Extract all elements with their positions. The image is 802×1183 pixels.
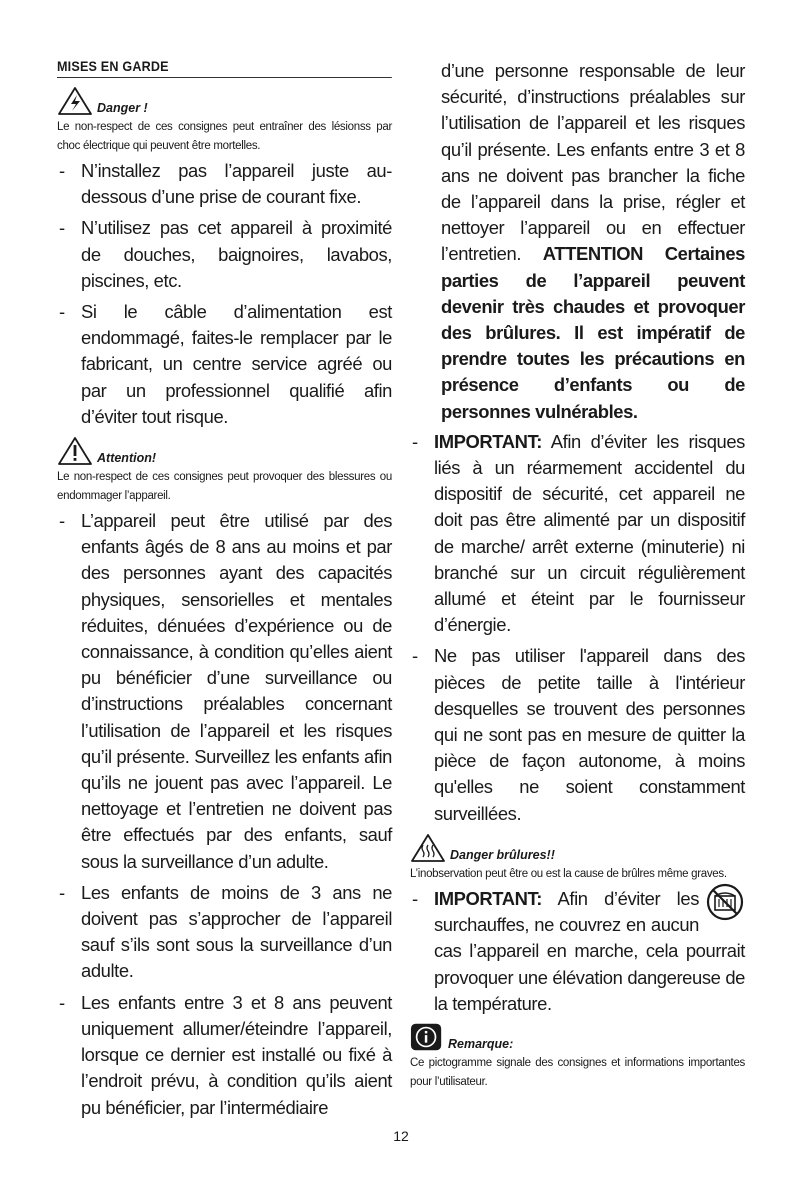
danger-label: Danger !: [97, 101, 148, 115]
attention-label: Attention!: [97, 451, 157, 466]
attention-list: [57, 508, 392, 1121]
burn-label: Danger brûlures!!: [450, 847, 555, 862]
left-column: [57, 52, 392, 1126]
danger-note: Le non-respect de ces consignes peut entraîner des lésionss par choc électrique qui peuvent être mortelles.: [57, 121, 392, 152]
section-title: MISES EN GARDE: [57, 58, 392, 78]
danger-list: [57, 158, 392, 430]
do-not-cover-icon: [705, 882, 745, 922]
right-column: [410, 58, 745, 1094]
page-number: 12: [393, 1128, 409, 1144]
list-item: [410, 886, 745, 1017]
list-item: - Ne pas utiliser l'appareil dans des pièces de petite taille à l'intérieur desquelles se trouvent des personnes qui ne sont pas en mesure de quitter la pièce de façon autonome, à moins qu'elles ne soient constamment surveillées.: [410, 643, 745, 826]
attention-header: [57, 436, 392, 466]
list-item: - Les enfants de moins de 3 ans ne doivent pas s’approcher de l’appareil sauf s’ils sont sous la surveillance d’un adulte.: [57, 880, 392, 985]
hot-surface-warning-icon: [410, 833, 446, 863]
right-list: [410, 429, 745, 827]
continuation-text: [410, 58, 745, 425]
continuation-normal: d’une personne responsable de leur sécurité, d’instructions préalables sur l’utilisation de l’appareil et les risques qu’il présente. Les enfants entre 3 et 8 ans ne doivent pas brancher la fiche de l’appareil dans la prise, régler et nettoyer l’appareil ou en effectuer l’entretien.: [441, 60, 745, 265]
list-item: - Si le câble d’alimentation est endommagé, faites-le remplacer par le fabricant, un centre service agréé ou par un professionnel qualifié afin d’éviter tout risque.: [57, 299, 392, 430]
important-label: IMPORTANT:: [434, 430, 543, 452]
list-item: - N’utilisez pas cet appareil à proximité de douches, baignoires, lavabos, piscines, etc.: [57, 215, 392, 294]
important-text: Afin d’éviter les risques liés à un réarmement accidentel du dispositif de sécurité, cet appareil ne doit pas être alimenté par un dispositif de marche/ arrêt externe (minuterie) ni branché sur un circuit régulièrement allumé et éteint par le fournisseur d’énergie.: [434, 430, 745, 636]
danger-header: [57, 86, 392, 116]
list-item: [410, 429, 745, 639]
burn-header: [410, 833, 745, 863]
important-text: Afin d’éviter les surchauffes, ne couvrez en aucun cas l’appareil en marche, cela pourrait provoquer une élévation dangereuse de la température.: [434, 887, 745, 1014]
list-item: - L’appareil peut être utilisé par des enfants âgés de 8 ans au moins et par des personnes ayant des capacités physiques, sensorielles et mentales réduites, dénuées d’expérience ou de connaissance, à condition qu’elles aient pu bénéficier d’une surveillance ou d’instructions préalables concernant l’utilisation de l’appareil et les risques qu’il présente. Surveillez les enfants afin qu’ils ne jouent pas avec l’appareil. Le nettoyage et l’entretien ne doivent pas être effectués par des enfants, sauf sous la surveillance d’un adulte.: [57, 508, 392, 875]
info-icon: [410, 1022, 444, 1052]
list-item: - Les enfants entre 3 et 8 ans peuvent uniquement allumer/éteindre l’appareil, lorsque ce dernier est installé ou fixé à l’endroit prévu, à condition qu’ils aient pu bénéficier, par l’intermédiaire: [57, 990, 392, 1121]
burn-note: L’inobservation peut être ou est la cause de brûlres même graves.: [410, 867, 727, 880]
important2-list: [410, 886, 745, 1017]
attention-note: Le non-respect de ces consignes peut provoquer des blessures ou endommager l’appareil.: [57, 471, 392, 503]
electric-shock-warning-icon: [57, 86, 93, 116]
remark-note: Ce pictogramme signale des consignes et informations importantes pour l’utilisateur.: [410, 1056, 745, 1088]
list-item: - N’installez pas l’appareil juste au-dessous d’une prise de courant fixe.: [57, 158, 392, 210]
continuation-bold: ATTENTION Certaines parties de l’appareil peuvent devenir très chaudes et provoquer des brûlures. Il est impératif de prendre toutes les précautions en présence d’enfants ou de personnes vulnérables.: [441, 243, 745, 422]
remark-header: [410, 1022, 745, 1052]
remark-label: Remarque:: [448, 1036, 514, 1051]
important-label: IMPORTANT:: [434, 887, 543, 909]
exclamation-warning-icon: [57, 436, 93, 466]
